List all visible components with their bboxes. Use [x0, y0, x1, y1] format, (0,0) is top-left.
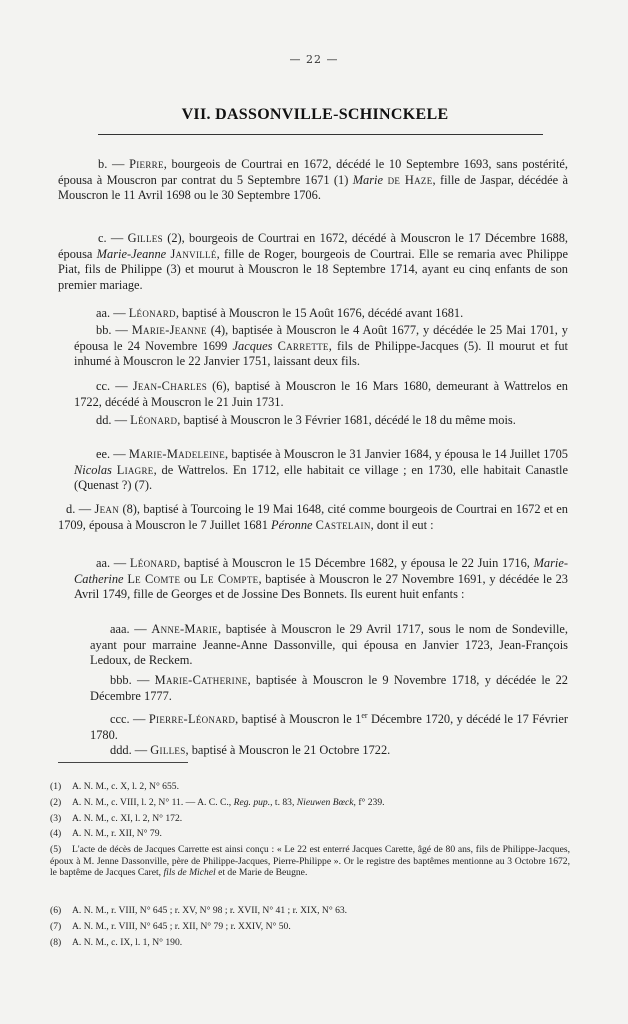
- person-name: Marie-Jeanne: [131, 323, 207, 337]
- spouse-name: Jacques: [232, 338, 273, 353]
- footnote-4: [50, 828, 570, 840]
- person-name: Léonard: [129, 556, 178, 570]
- paragraph-label: bbb. —: [110, 673, 155, 687]
- paragraph-label: b. —: [98, 157, 130, 171]
- paragraph-text: ou: [180, 571, 201, 586]
- paragraph-text: Décembre 1720, y décédé le 17 Février 1780.: [90, 712, 569, 742]
- person-name: Anne-Marie: [151, 622, 218, 636]
- paragraph-bbb: [90, 673, 568, 704]
- paragraph-d: [58, 502, 568, 533]
- paragraph-text: , baptisé à Mouscron le 15 Août 1676, décédé avant 1681.: [175, 306, 464, 320]
- footnote-number: (7): [50, 921, 62, 932]
- person-name: Jean-Charles: [132, 379, 208, 393]
- page-number: — 22 —: [289, 53, 339, 66]
- footnote-number: (2): [50, 797, 62, 808]
- paragraph-ee1: [74, 447, 568, 494]
- footnote-text: L'acte de décès de Jacques Carrette est ainsi conçu : « Le 22 est enterré Jacques Carette, âgé de 80 ans, fils de Philippe-Jacques, époux à M. Jenne Dassonville, père de Philippe-Jacques, Pierre-Philippe ». Or le registre des baptêmes mentionne au 3 Octobre 1672, le baptême de Jacques Caret,: [50, 844, 570, 879]
- paragraph-ddd: [90, 743, 568, 759]
- footnote-number: (8): [50, 937, 62, 948]
- spouse-surname: Le Comte: [127, 571, 181, 586]
- paragraph-cc1: [74, 379, 568, 410]
- paragraph-b: [58, 157, 568, 204]
- spouse-surname: Haze: [404, 172, 433, 187]
- paragraph-text: , baptisée à Mouscron le 29 Avril 1717, sous le nom de Sondeville, ayant pour marraine Jeanne-Anne Dassonville, qui épousa en Janvier 1723, Jean-François Ledoux, de Reckem.: [90, 622, 569, 667]
- paragraph-text: (8), baptisé à Tourcoing le 19 Mai 1648, cité comme bourgeois de Courtrai en 1672 et en 1709, épousa à Mouscron le 7 Juillet 1681: [58, 502, 568, 532]
- spouse-surname-alt: Le Compte: [200, 571, 259, 586]
- person-name: Marie-Madeleine: [128, 447, 226, 461]
- person-name: Léonard: [130, 413, 178, 427]
- person-name: Gilles: [127, 231, 163, 245]
- paragraph-text: , dont il eut :: [370, 517, 434, 532]
- footnote-3: [50, 813, 570, 825]
- paragraph-label: ddd. —: [110, 743, 151, 757]
- footnote-5: [50, 844, 570, 879]
- footnote-6: [50, 905, 570, 917]
- spouse-name: Nicolas: [74, 462, 112, 477]
- footnote-1: [50, 781, 570, 793]
- paragraph-text: (2), bourgeois de Courtrai en 1672, décédé à Mouscron le 17 Décembre 1688, épousa: [58, 231, 568, 261]
- footnote-italic: Reg. pup.: [233, 797, 271, 808]
- person-name: Gilles: [150, 743, 186, 757]
- paragraph-label: d. —: [66, 502, 95, 516]
- paragraph-label: cc. —: [96, 379, 133, 393]
- paragraph-text: (4), baptisée à Mouscron le 4 Août 1677, y décédée le 25 Mai 1701, y épousa le 24 Novembre 1699: [74, 323, 568, 353]
- title-rule: [98, 134, 543, 135]
- paragraph-text: (6), baptisé à Mouscron le 16 Mars 1680, demeurant à Wattrelos en 1722, décédé à Mouscron le 21 Juin 1731.: [74, 379, 568, 409]
- footnote-number: (4): [50, 828, 62, 839]
- paragraph-text: , fils de Philippe-Jacques (5). Il mourut et fut inhumé à Mouscron le 22 Janvier 1751, laissant deux fils.: [74, 338, 569, 368]
- paragraph-text: , baptisée à Mouscron le 9 Novembre 1718, y décédée le 22 Décembre 1777.: [90, 673, 568, 703]
- spouse-name: Péronne: [271, 517, 313, 532]
- footnote-number: (5): [50, 844, 62, 855]
- person-name: Pierre-Léonard: [148, 712, 236, 727]
- person-name: Jean: [94, 502, 120, 516]
- footnote-text: A. N. M., c. XI, l. 2, N° 172.: [72, 813, 183, 824]
- footnote-text: , f° 239.: [353, 797, 385, 808]
- person-name: Pierre: [129, 157, 164, 171]
- paragraph-label: ee. —: [96, 447, 129, 461]
- paragraph-label: aaa. —: [110, 622, 152, 636]
- footnote-text: A. N. M., c. IX, l. 1, N° 190.: [72, 937, 183, 948]
- footnote-separator: [58, 762, 188, 763]
- paragraph-label: dd. —: [96, 413, 131, 427]
- footnote-number: (3): [50, 813, 62, 824]
- paragraph-text: , de Wattrelos. En 1712, elle habitait ce village ; en 1730, elle habitait Canastle (Quenast ?) (7).: [74, 462, 568, 492]
- paragraph-text: , bourgeois de Courtrai en 1672, décédé le 10 Septembre 1693, sans postérité, épousa à Mouscron par contrat du 5 Septembre 1671 (1): [58, 157, 568, 187]
- paragraph-label: bb. —: [96, 323, 132, 337]
- footnote-number: (1): [50, 781, 62, 792]
- footnote-2: [50, 797, 570, 809]
- paragraph-aa1: [74, 306, 568, 322]
- footnote-number: (6): [50, 905, 62, 916]
- paragraph-text: , fille de Jaspar, décédée à Mouscron le 11 Avril 1698 ou le 30 Septembre 1706.: [58, 172, 568, 202]
- footnote-text: A. N. M., r. XII, N° 79.: [72, 828, 162, 839]
- footnote-text: , t. 83,: [270, 797, 297, 808]
- spouse-surname: Carrette: [277, 338, 329, 353]
- paragraph-aa2: [74, 556, 568, 603]
- footnote-italic: fils de Michel: [163, 867, 216, 879]
- paragraph-text: , baptisé à Mouscron le 21 Octobre 1722.: [185, 743, 391, 757]
- spouse-name: Marie-Catherine: [74, 556, 568, 586]
- footnote-text: A. N. M., c. X, l. 2, N° 655.: [72, 781, 179, 792]
- paragraph-text: , fille de Roger, bourgeois de Courtrai. Elle se remaria avec Philippe Piat, fils de Philippe (3) et mourut à Mouscron le 18 Septembre 1714, ayant eu cinq enfants de son premier mariage.: [58, 246, 568, 292]
- paragraph-label: aa. —: [96, 306, 129, 320]
- footnote-text: A. N. M., c. VIII, l. 2, N° 11. — A. C. C.,: [72, 797, 234, 808]
- person-name: Léonard: [128, 306, 176, 320]
- footnote-text: et de Marie de Beugne.: [215, 867, 308, 879]
- spouse-particle: de: [382, 172, 405, 187]
- paragraph-label: aa. —: [96, 556, 130, 570]
- footnote-8: [50, 937, 570, 949]
- paragraph-bb1: [74, 323, 568, 370]
- paragraph-aaa: [90, 622, 568, 669]
- spouse-name: Marie: [352, 172, 383, 187]
- paragraph-label: c. —: [98, 231, 128, 245]
- spouse-surname: Liagre: [116, 462, 154, 477]
- paragraph-text: , baptisé à Mouscron le 1: [235, 712, 362, 727]
- footnote-7: [50, 921, 570, 933]
- paragraph-label: ccc. —: [110, 712, 149, 727]
- chapter-title: VII. DASSONVILLE-SCHINCKELE: [181, 106, 449, 123]
- paragraph-dd1: [74, 413, 568, 429]
- paragraph-text: , baptisé à Mouscron le 3 Février 1681, décédé le 18 du même mois.: [177, 413, 516, 427]
- spouse-surname: Castelain: [315, 517, 371, 532]
- footnote-text: A. N. M., r. VIII, N° 645 ; r. XV, N° 98 ; r. XVII, N° 41 ; r. XIX, N° 63.: [72, 905, 348, 916]
- footnote-text: A. N. M., r. VIII, N° 645 ; r. XII, N° 79 ; r. XXIV, N° 50.: [72, 921, 291, 932]
- spouse-name: Marie-Jeanne: [96, 246, 167, 261]
- spouse-surname: Janvillé: [170, 246, 217, 261]
- paragraph-text: , baptisé à Mouscron le 15 Décembre 1682, y épousa le 22 Juin 1716,: [177, 556, 534, 570]
- footnote-italic: Nieuwen Bœck: [296, 797, 354, 808]
- ordinal-superscript: er: [361, 711, 368, 720]
- person-name: Marie-Catherine: [154, 673, 248, 687]
- paragraph-c: [58, 231, 568, 293]
- paragraph-ccc: [90, 708, 568, 743]
- paragraph-text: , baptisée à Mouscron le 27 Novembre 1691, y décédée le 23 Avril 1749, fille de Georges et de Jossine Des Bonnets. Ils eurent huit enfants :: [74, 571, 568, 601]
- paragraph-text: , baptisée à Mouscron le 31 Janvier 1684, y épousa le 14 Juillet 1705: [225, 447, 568, 461]
